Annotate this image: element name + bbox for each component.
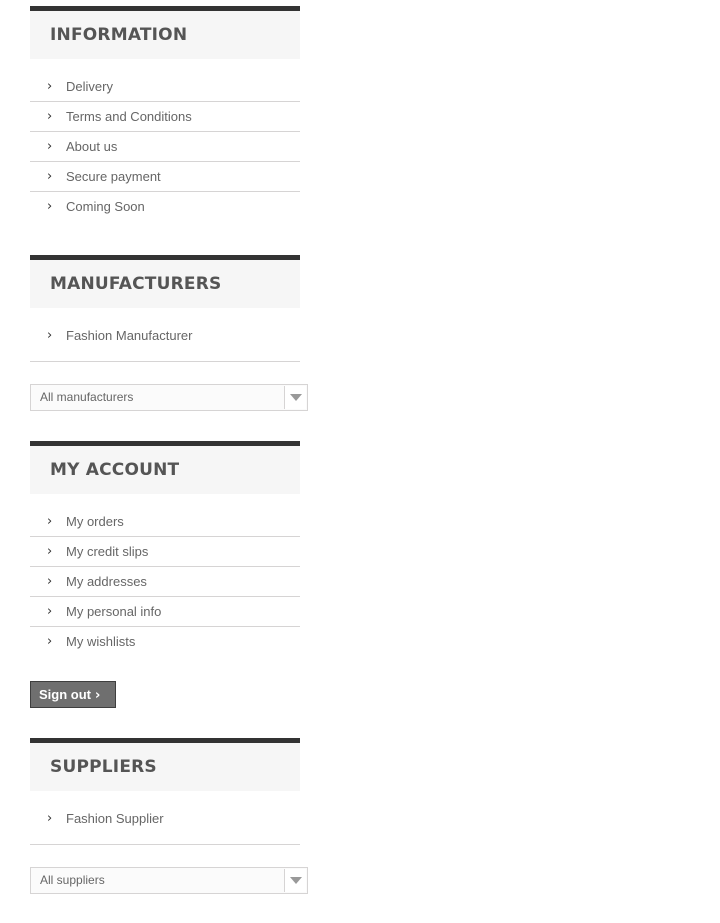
suppliers-block	[30, 738, 300, 845]
list-item-secure-payment[interactable]: › Secure payment	[30, 162, 300, 192]
manufacturers-header	[30, 255, 300, 308]
list-item-my-credit-slips[interactable]: › My credit slips	[30, 537, 300, 567]
manufacturers-select-value: All manufacturers	[40, 390, 134, 404]
manufacturers-title[interactable]: MANUFACTURERS	[50, 274, 222, 294]
manufacturers-select[interactable]	[30, 384, 308, 411]
chevron-right-icon: ›	[47, 634, 53, 649]
chevron-right-icon: ›	[95, 688, 101, 703]
chevron-right-icon: ›	[47, 79, 53, 94]
list-item-coming-soon[interactable]: › Coming Soon	[30, 192, 300, 222]
my-account-header	[30, 441, 300, 494]
list-item-my-addresses[interactable]: › My addresses	[30, 567, 300, 597]
chevron-right-icon: ›	[47, 199, 53, 214]
list-item-about-us[interactable]: › About us	[30, 132, 300, 162]
suppliers-header	[30, 738, 300, 791]
my-account-title[interactable]: MY ACCOUNT	[50, 460, 180, 480]
list-item-fashion-supplier[interactable]: › Fashion Supplier	[30, 805, 300, 845]
my-account-block	[30, 441, 300, 657]
chevron-right-icon: ›	[47, 604, 53, 619]
sign-out-button[interactable]	[30, 681, 116, 708]
list-item-delivery[interactable]: › Delivery	[30, 72, 300, 102]
list-item-my-orders[interactable]: › My orders	[30, 507, 300, 537]
suppliers-list	[30, 805, 300, 845]
list-item-my-wishlists[interactable]: › My wishlists	[30, 627, 300, 657]
information-header	[30, 6, 300, 59]
list-item-my-personal-info[interactable]: › My personal info	[30, 597, 300, 627]
dropdown-arrow-icon[interactable]	[284, 869, 306, 892]
information-title[interactable]: INFORMATION	[50, 25, 188, 45]
my-account-list	[30, 507, 300, 657]
information-list	[30, 72, 300, 222]
manufacturers-list	[30, 322, 300, 362]
chevron-right-icon: ›	[47, 109, 53, 124]
sign-out-label: Sign out	[39, 687, 91, 702]
information-block	[30, 6, 300, 222]
suppliers-select[interactable]	[30, 867, 308, 894]
chevron-right-icon: ›	[47, 514, 53, 529]
chevron-right-icon: ›	[47, 139, 53, 154]
chevron-right-icon: ›	[47, 544, 53, 559]
manufacturers-block	[30, 255, 300, 362]
dropdown-arrow-icon[interactable]	[284, 386, 306, 409]
chevron-right-icon: ›	[47, 574, 53, 589]
chevron-right-icon: ›	[47, 169, 53, 184]
suppliers-select-value: All suppliers	[40, 873, 105, 887]
list-item-fashion-manufacturer[interactable]: › Fashion Manufacturer	[30, 322, 300, 362]
chevron-right-icon: ›	[47, 811, 53, 826]
suppliers-title[interactable]: SUPPLIERS	[50, 757, 157, 777]
list-item-terms[interactable]: › Terms and Conditions	[30, 102, 300, 132]
chevron-right-icon: ›	[47, 328, 53, 343]
